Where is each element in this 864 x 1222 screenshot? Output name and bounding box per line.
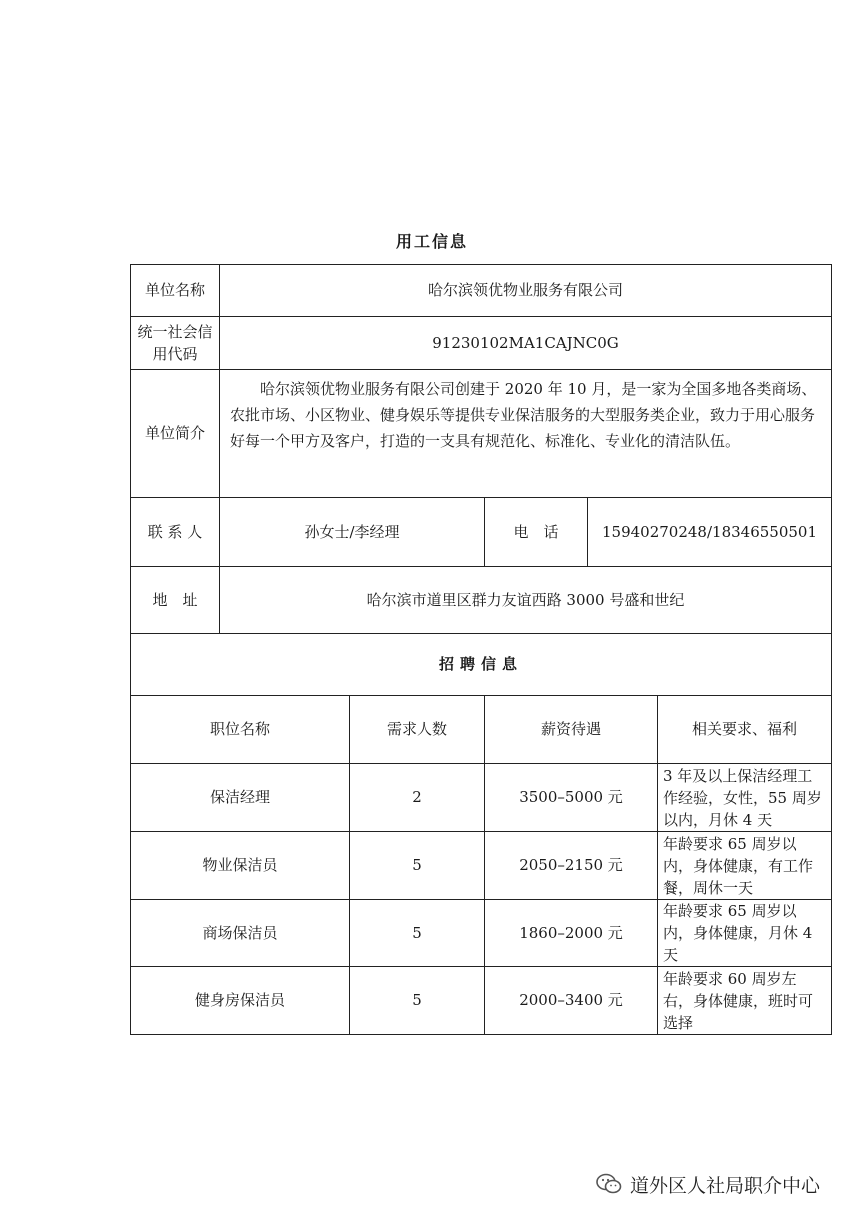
address-label: 地 址	[131, 567, 220, 634]
requirement-cell: 年龄要求 65 周岁以内，身体健康，有工作餐，周休一天	[658, 832, 832, 900]
wechat-watermark	[596, 1168, 820, 1200]
recruit-section-row	[131, 634, 832, 696]
document-title: 用工信息	[395, 232, 468, 251]
salary-cell: 2050–2150 元	[485, 832, 658, 900]
header-count: 需求人数	[350, 696, 485, 764]
requirement-cell: 年龄要求 60 周岁左右，身体健康，班时可选择	[658, 967, 832, 1035]
requirement-cell: 年龄要求 65 周岁以内，身体健康，月休 4 天	[658, 900, 832, 967]
requirement-cell: 3 年及以上保洁经理工作经验，女性，55 周岁以内，月休 4 天	[658, 764, 832, 832]
salary-cell: 1860–2000 元	[485, 900, 658, 967]
credit-code-label: 统一社会信用代码	[131, 317, 220, 370]
company-intro-text: 哈尔滨领优物业服务有限公司创建于 2020 年 10 月，是一家为全国多地各类商场、农批市场、小区物业、健身娱乐等提供专业保洁服务的大型服务类企业，致力于用心服务好每一个甲方及客户，打造的一支具有规范化、标准化、专业化的清洁队伍。	[230, 380, 817, 450]
recruit-header-row	[131, 696, 832, 764]
recruit-section-title: 招聘信息	[131, 634, 832, 696]
credit-code: 91230102MA1CAJNC0G	[220, 317, 832, 370]
table-row	[131, 832, 832, 900]
company-name-label: 单位名称	[131, 265, 220, 317]
count-cell: 5	[350, 967, 485, 1035]
position-cell: 保洁经理	[131, 764, 350, 832]
salary-cell: 3500–5000 元	[485, 764, 658, 832]
position-cell: 物业保洁员	[131, 832, 350, 900]
header-position: 职位名称	[131, 696, 350, 764]
contact-label: 联 系 人	[131, 498, 220, 567]
company-address: 哈尔滨市道里区群力友谊西路 3000 号盛和世纪	[220, 567, 832, 634]
table-row	[131, 900, 832, 967]
header-salary: 薪资待遇	[485, 696, 658, 764]
contact-person: 孙女士/李经理	[220, 498, 485, 567]
count-cell: 5	[350, 832, 485, 900]
salary-cell: 2000–3400 元	[485, 967, 658, 1035]
position-cell: 商场保洁员	[131, 900, 350, 967]
phone-number: 15940270248/18346550501	[588, 498, 832, 567]
position-cell: 健身房保洁员	[131, 967, 350, 1035]
header-requirement: 相关要求、福利	[658, 696, 832, 764]
phone-label: 电 话	[485, 498, 588, 567]
count-cell: 2	[350, 764, 485, 832]
table-row	[131, 967, 832, 1035]
contact-row	[131, 498, 832, 567]
intro-row	[131, 370, 832, 498]
company-intro	[220, 370, 832, 498]
count-cell: 5	[350, 900, 485, 967]
table-row	[131, 764, 832, 832]
intro-label: 单位简介	[131, 370, 220, 498]
wechat-icon	[596, 1173, 622, 1195]
company-name: 哈尔滨领优物业服务有限公司	[220, 265, 832, 317]
credit-code-row	[131, 317, 832, 370]
employment-info-table	[130, 264, 832, 1035]
address-row	[131, 567, 832, 634]
company-name-row	[131, 265, 832, 317]
wechat-account-name: 道外区人社局职介中心	[630, 1174, 821, 1197]
